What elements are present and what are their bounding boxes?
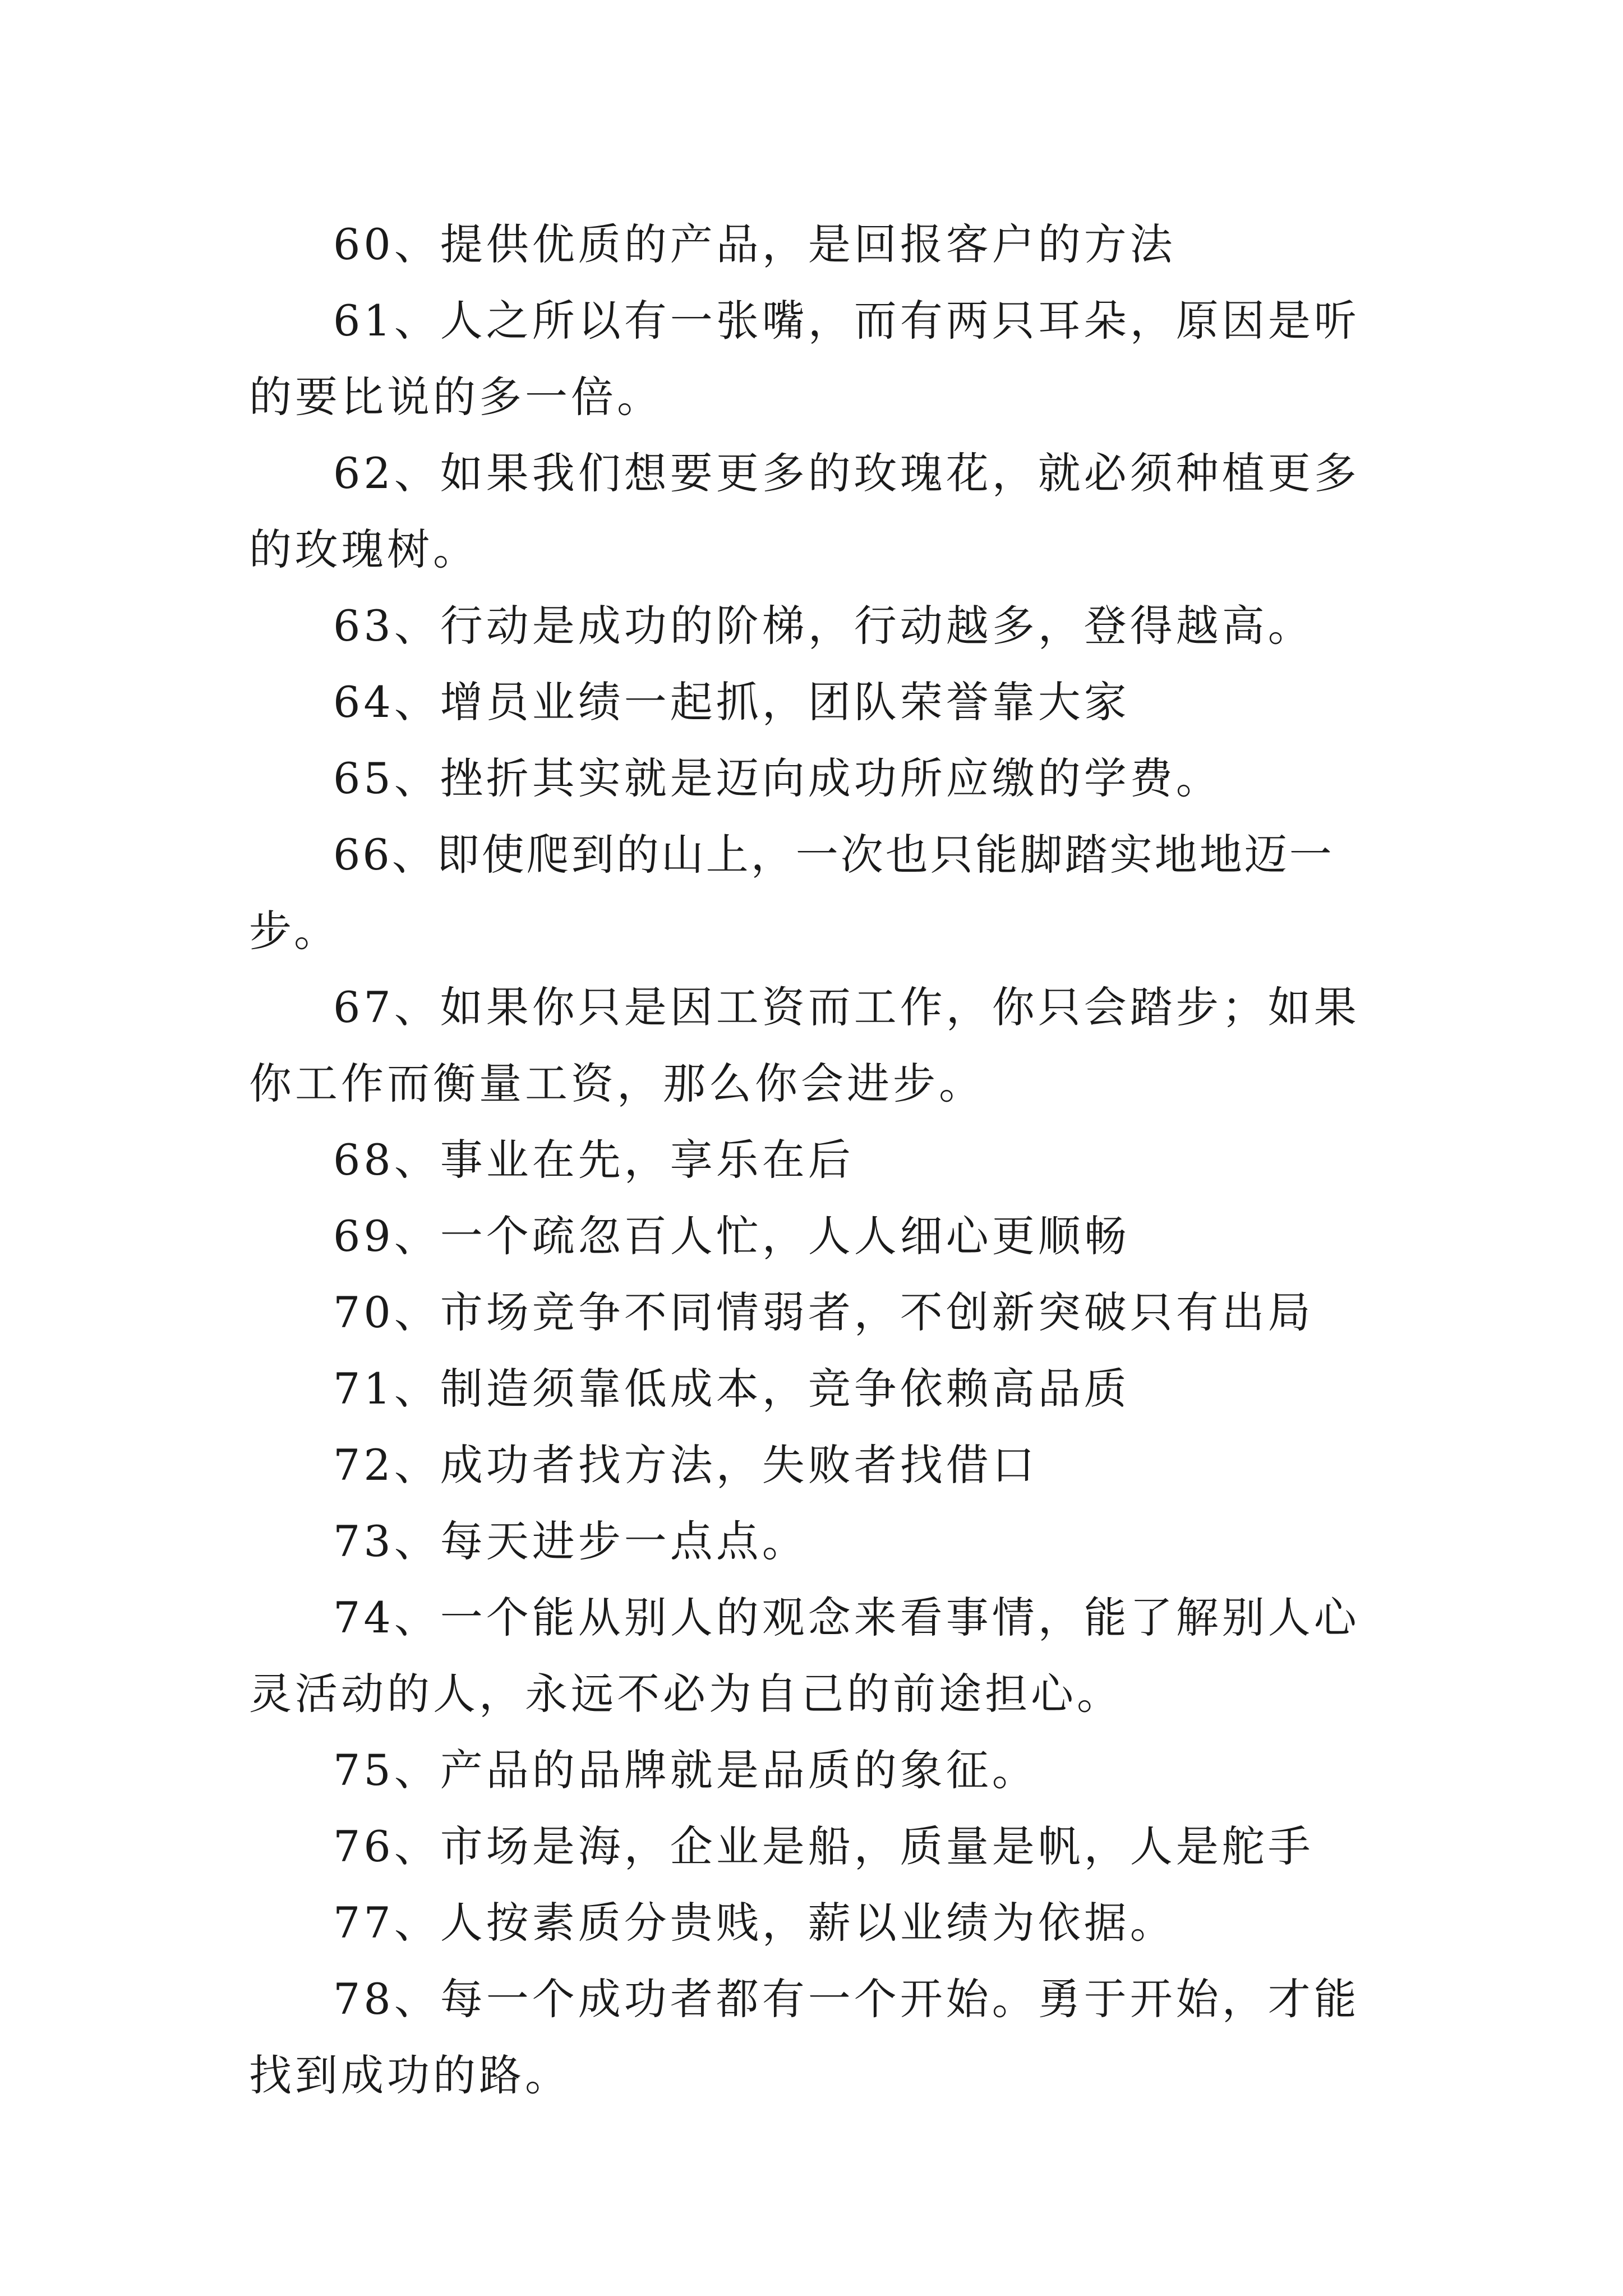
paragraph-73: 73、每天进步一点点。 — [333, 1516, 808, 1566]
paragraph-61: 61、人之所以有一张嘴，而有两只耳朵，原因是听的要比说的多一倍。 — [249, 296, 1360, 422]
paragraph-70: 70、市场竞争不同情弱者，不创新突破只有出局 — [333, 1287, 1314, 1337]
paragraph-60: 60、提供优质的产品，是回报客户的方法 — [333, 219, 1176, 269]
document-body — [249, 206, 1393, 2114]
paragraph-78: 78、每一个成功者都有一个开始。勇于开始，才能找到成功的路。 — [249, 1974, 1360, 2100]
paragraph-72: 72、成功者找方法，失败者找借口 — [333, 1440, 1038, 1490]
paragraph-65: 65、挫折其实就是迈向成功所应缴的学费。 — [333, 753, 1222, 803]
paragraph-75: 75、产品的品牌就是品质的象征。 — [333, 1745, 1038, 1795]
paragraph-71: 71、制造须靠低成本，竞争依赖高品质 — [333, 1364, 1130, 1414]
paragraph-77: 77、人按素质分贵贱，薪以业绩为依据。 — [333, 1898, 1176, 1948]
paragraph-63: 63、行动是成功的阶梯，行动越多，登得越高。 — [333, 601, 1314, 651]
paragraph-69: 69、一个疏忽百人忙，人人细心更顺畅 — [333, 1211, 1130, 1261]
paragraph-66: 66、即使爬到的山上，一次也只能脚踏实地地迈一步。 — [249, 830, 1334, 956]
paragraph-76: 76、市场是海，企业是船，质量是帆，人是舵手 — [333, 1821, 1314, 1871]
paragraph-62: 62、如果我们想要更多的玫瑰花，就必须种植更多的玫瑰树。 — [249, 448, 1360, 574]
paragraph-74: 74、一个能从别人的观念来看事情，能了解别人心灵活动的人，永远不必为自己的前途担心。 — [249, 1593, 1360, 1719]
paragraph-67: 67、如果你只是因工资而工作，你只会踏步；如果你工作而衡量工资，那么你会进步。 — [249, 982, 1360, 1108]
paragraph-68: 68、事业在先，享乐在后 — [333, 1135, 854, 1185]
paragraph-64: 64、增员业绩一起抓，团队荣誉靠大家 — [333, 677, 1130, 727]
